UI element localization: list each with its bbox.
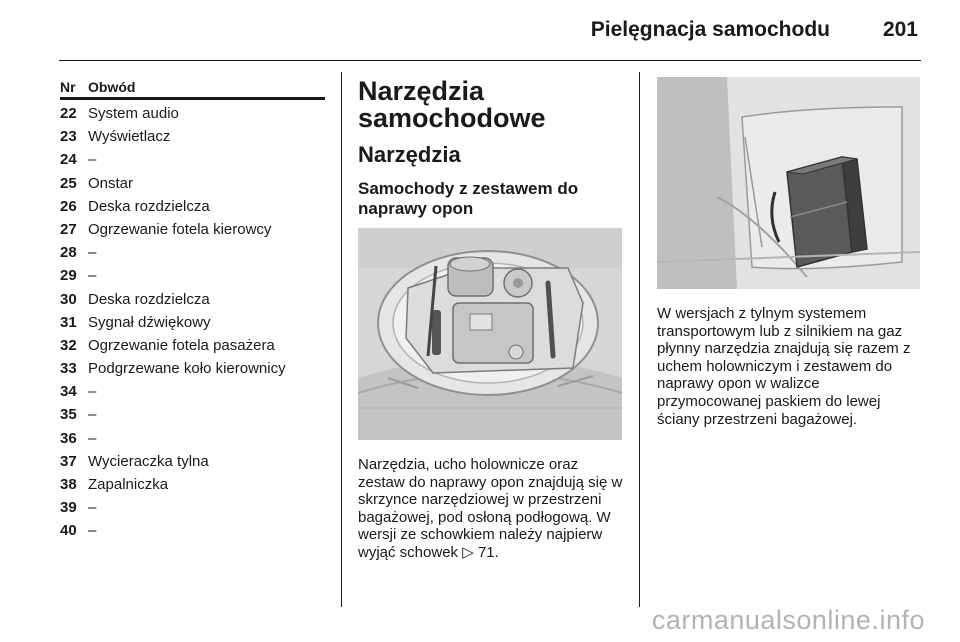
page-header-title: Pielęgnacja samochodu xyxy=(590,18,830,41)
row-nr: 35 xyxy=(60,406,77,424)
spare-wheel-well-toolkit-image xyxy=(358,228,622,440)
table-row xyxy=(60,497,325,520)
row-circuit: Ogrzewanie fotela kierowcy xyxy=(88,220,272,238)
row-nr: 36 xyxy=(60,429,77,447)
row-circuit: – xyxy=(88,244,97,262)
row-circuit: System audio xyxy=(88,105,179,122)
sub-subsection-heading: Samochody z zestawem do naprawy opon xyxy=(358,179,579,218)
row-nr: 37 xyxy=(60,452,77,470)
tool-case-paragraph: W wersjach z tylnym systemem transportowym lub z silnikiem na gaz płynny narzędzia znajdują się razem z uchem holowniczym i zestawem do naprawy opon w walizce przymocowanej paskiem do lewej ściany przestrzeni bagażowej. xyxy=(657,305,911,428)
row-circuit: – xyxy=(88,151,97,169)
col-circuit-header: Obwód xyxy=(88,79,136,95)
row-circuit: Wyświetlacz xyxy=(88,128,171,146)
row-nr: 27 xyxy=(60,220,77,238)
row-nr: 34 xyxy=(60,383,77,401)
table-header xyxy=(60,79,325,97)
row-circuit: Deska rozdzielcza xyxy=(88,290,210,308)
page-reference-number[interactable]: 71. xyxy=(477,543,499,561)
table-row xyxy=(60,312,325,335)
table-row xyxy=(60,358,325,381)
page-reference-icon[interactable]: ▷ xyxy=(462,543,474,561)
row-circuit: – xyxy=(88,429,97,447)
row-nr: 23 xyxy=(60,128,77,146)
row-nr: 31 xyxy=(60,313,77,331)
row-nr: 26 xyxy=(60,197,77,215)
row-circuit: Wycieraczka tylna xyxy=(88,452,209,470)
table-row xyxy=(60,242,325,265)
table-header-rule xyxy=(60,97,325,100)
row-circuit: Ogrzewanie fotela pasażera xyxy=(88,336,275,354)
table-row xyxy=(60,289,325,312)
row-circuit: – xyxy=(88,522,97,540)
row-nr: 28 xyxy=(60,244,77,262)
row-circuit: Podgrzewane koło kierownicy xyxy=(88,360,286,378)
luggage-compartment-tool-case-image xyxy=(657,77,920,289)
table-row xyxy=(60,428,325,451)
column-divider-right xyxy=(639,72,640,607)
table-row xyxy=(60,381,325,404)
table-row xyxy=(60,103,325,126)
table-row xyxy=(60,335,325,358)
table-row xyxy=(60,520,325,543)
toolkit-location-paragraph xyxy=(358,456,626,562)
table-row xyxy=(60,196,325,219)
row-nr: 29 xyxy=(60,267,77,285)
row-nr: 32 xyxy=(60,336,77,354)
row-circuit: – xyxy=(88,267,97,285)
table-row xyxy=(60,265,325,288)
table-body xyxy=(60,103,325,544)
circuit-table xyxy=(60,79,325,544)
table-row xyxy=(60,451,325,474)
column-divider-left xyxy=(341,72,342,607)
row-nr: 22 xyxy=(60,105,77,122)
row-circuit: – xyxy=(88,406,97,424)
row-circuit: – xyxy=(88,383,97,401)
row-circuit: Sygnał dźwiękowy xyxy=(88,313,211,331)
table-row xyxy=(60,404,325,427)
row-nr: 33 xyxy=(60,360,77,378)
watermark: carmanualsonline.info xyxy=(651,605,925,635)
section-heading: Narzędzia samochodowe xyxy=(358,76,546,133)
table-row xyxy=(60,474,325,497)
row-circuit: Zapalniczka xyxy=(88,476,169,493)
header-rule xyxy=(59,60,921,61)
table-row xyxy=(60,219,325,242)
row-circuit: – xyxy=(88,499,97,517)
paragraph-text: Narzędzia, ucho holownicze oraz zestaw do naprawy opon znajdują się w skrzynce narzędziowej w przestrzeni bagażowej, pod osłoną podłogową. W wersji ze schowkiem należy najpierw wyjąć schowek xyxy=(358,456,623,561)
row-nr: 24 xyxy=(60,151,77,169)
subsection-heading: Narzędzia xyxy=(358,142,461,167)
page-number: 201 xyxy=(882,18,918,41)
row-circuit: Deska rozdzielcza xyxy=(88,197,210,215)
row-circuit: Onstar xyxy=(88,174,134,192)
row-nr: 38 xyxy=(60,476,77,493)
table-row xyxy=(60,126,325,149)
col-nr-header: Nr xyxy=(60,79,76,95)
table-row xyxy=(60,173,325,196)
row-nr: 25 xyxy=(60,174,77,192)
row-nr: 40 xyxy=(60,522,77,540)
row-nr: 39 xyxy=(60,499,77,517)
row-nr: 30 xyxy=(60,290,77,308)
table-row xyxy=(60,149,325,172)
